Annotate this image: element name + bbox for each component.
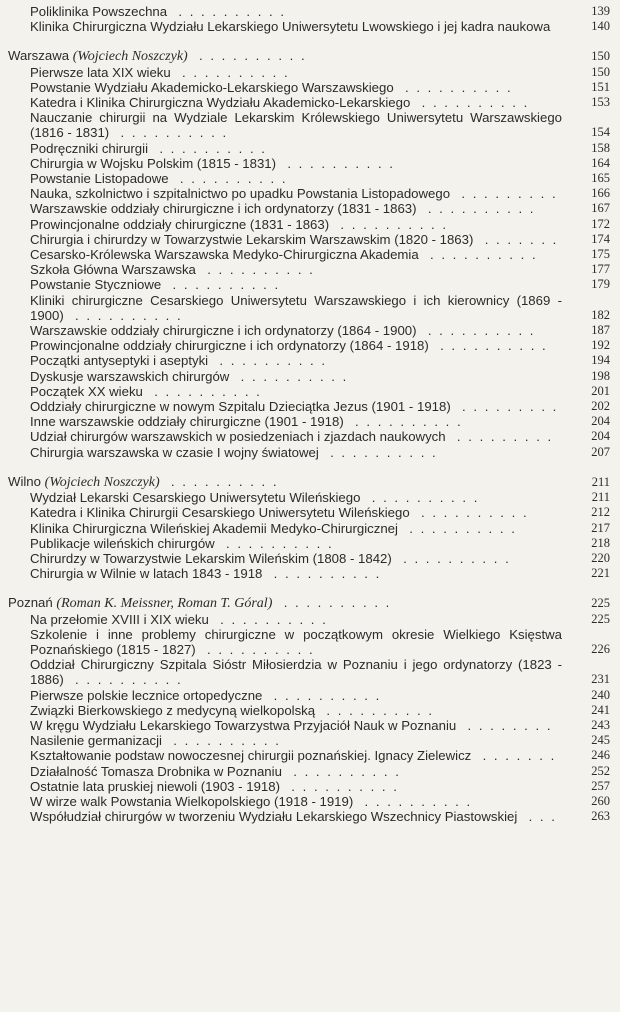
page-number: 226 bbox=[591, 641, 610, 656]
dot-leader: . . . . . . . . . . bbox=[409, 505, 529, 521]
entry-title: Powstanie Wydziału Akademicko-Lekarskiego Warszawskiego bbox=[30, 79, 394, 95]
toc-entry bbox=[0, 110, 620, 140]
dot-leader: . . . . . . . . . . bbox=[109, 125, 229, 141]
toc-entry bbox=[0, 566, 620, 581]
entry-title: Wilno bbox=[8, 473, 41, 489]
entry-title: Warszawskie oddziały chirurgiczne i ich ordynatorzy (1864 - 1900) bbox=[30, 323, 417, 339]
toc-entry bbox=[0, 445, 620, 460]
page-number: 260 bbox=[591, 793, 610, 808]
toc-section-heading bbox=[0, 474, 620, 490]
toc-entry bbox=[0, 247, 620, 262]
toc-entry bbox=[0, 429, 620, 444]
page-number: 174 bbox=[591, 231, 610, 246]
page-number: 211 bbox=[591, 474, 610, 489]
toc-entry bbox=[0, 369, 620, 384]
entry-title: Warszawskie oddziały chirurgiczne i ich ordynatorzy (1831 - 1863) bbox=[30, 201, 417, 217]
toc-entry bbox=[0, 156, 620, 171]
entry-title: Pierwsze polskie lecznice ortopedyczne bbox=[30, 687, 263, 703]
dot-leader: . . . . . . . . . . bbox=[161, 733, 281, 749]
page-number: 150 bbox=[591, 64, 610, 79]
dot-leader: . . . . . . . . . . bbox=[208, 353, 328, 369]
dot-leader: . . . bbox=[517, 809, 557, 825]
page-number: 179 bbox=[591, 277, 610, 292]
dot-leader: . . . . . . . . . . bbox=[279, 778, 399, 794]
dot-leader: . . . . . . . bbox=[473, 231, 559, 247]
dot-leader: . . . . . . . . . . bbox=[208, 611, 328, 627]
dot-leader: . . . . . . . . . . bbox=[167, 4, 287, 19]
toc-entry bbox=[0, 779, 620, 794]
dot-leader: . . . . . . . . . . bbox=[416, 323, 536, 339]
toc-entry bbox=[0, 277, 620, 292]
toc-entry bbox=[0, 703, 620, 718]
entry-title: Chirurgia i chirurdzy w Towarzystwie Lekarskim Warszawskim (1820 - 1863) bbox=[30, 231, 474, 247]
entry-title: Związki Bierkowskiego z medycyną wielkopolską bbox=[30, 702, 316, 718]
entry-title: Chirurgia warszawska w czasie I wojny światowej bbox=[30, 444, 319, 460]
dot-leader: . . . . . . . . . . bbox=[168, 171, 288, 187]
page-number: 218 bbox=[591, 535, 610, 550]
page-number: 166 bbox=[591, 186, 610, 201]
dot-leader: . . . . . . . . . . bbox=[195, 262, 315, 278]
page-number: 139 bbox=[591, 4, 610, 18]
dot-leader: . . . . . . . . . . bbox=[63, 672, 183, 688]
page-number: 187 bbox=[591, 323, 610, 338]
page-number: 241 bbox=[591, 702, 610, 717]
dot-leader: . . . . . . . . . . bbox=[428, 338, 548, 354]
page-number: 202 bbox=[591, 399, 610, 414]
dot-leader: . . . . . . . bbox=[471, 748, 557, 764]
table-of-contents bbox=[0, 4, 620, 824]
entry-title: Cesarsko-Królewska Warszawska Medyko-Chirurgiczna Akademia bbox=[30, 247, 419, 263]
toc-entry bbox=[0, 490, 620, 505]
entry-title: Katedra i Klinika Chirurgii Cesarskiego Uniwersytetu Wileńskiego bbox=[30, 505, 410, 521]
toc-entry bbox=[0, 718, 620, 733]
toc-entry bbox=[0, 764, 620, 779]
entry-title: Poliklinika Powszechna bbox=[30, 4, 168, 19]
dot-leader: . . . . . . . . . . bbox=[272, 595, 392, 611]
page-number: 221 bbox=[591, 566, 610, 581]
dot-leader: . . . . . . . . . . bbox=[343, 414, 463, 430]
toc-entry bbox=[0, 293, 620, 323]
page-number: 164 bbox=[591, 155, 610, 170]
entry-title: Inne warszawskie oddziały chirurgiczne (1901 - 1918) bbox=[30, 414, 344, 430]
entry-title: Klinika Chirurgiczna Wileńskiej Akademii Medyko-Chirurgicznej bbox=[30, 520, 398, 536]
entry-title: Kształtowanie podstaw nowoczesnej chirurgii poznańskiej. Ignacy Zielewicz bbox=[30, 748, 472, 764]
dot-leader: . . . . . . . . . . bbox=[142, 383, 262, 399]
toc-entry bbox=[0, 733, 620, 748]
page-number: 225 bbox=[591, 596, 610, 611]
entry-title: Szkoła Główna Warszawska bbox=[30, 262, 196, 278]
toc-entry bbox=[0, 657, 620, 687]
dot-leader: . . . . . . . . . bbox=[450, 186, 558, 202]
entry-title: Początki antyseptyki i aseptyki bbox=[30, 353, 209, 369]
toc-entry bbox=[0, 536, 620, 551]
entry-title: Nauczanie chirurgii na Wydziale Lekarskim Królewskiego Uniwersytetu Warszawskiego (1816 - 1831) bbox=[30, 110, 562, 141]
page-number: 154 bbox=[591, 125, 610, 140]
dot-leader: . . . . . . . . bbox=[456, 717, 553, 733]
toc-entry bbox=[0, 217, 620, 232]
page-number: 177 bbox=[591, 262, 610, 277]
dot-leader: . . . . . . . . . bbox=[445, 429, 554, 445]
entry-title: Nasilenie germanizacji bbox=[30, 733, 162, 749]
dot-leader: . . . . . . . . . . bbox=[276, 155, 395, 171]
page-number: 263 bbox=[591, 809, 610, 824]
page-number: 257 bbox=[591, 778, 610, 793]
dot-leader: . . . . . . . . . . bbox=[262, 566, 382, 582]
entry-title: Powstanie Listopadowe bbox=[30, 171, 169, 187]
page-number: 252 bbox=[591, 763, 610, 778]
toc-section-heading bbox=[0, 595, 620, 611]
page-number: 198 bbox=[591, 368, 610, 383]
toc-entry bbox=[0, 338, 620, 353]
dot-leader: . . . . . . . . . . bbox=[315, 702, 435, 718]
entry-title: Prowincjonalne oddziały chirurgiczne (1831 - 1863) bbox=[30, 216, 330, 232]
dot-leader: . . . . . . . . . . bbox=[391, 550, 511, 566]
toc-entry bbox=[0, 65, 620, 80]
page-number: 211 bbox=[591, 490, 610, 505]
page-number: 151 bbox=[591, 79, 610, 94]
dot-leader: . . . . . . . . . . bbox=[410, 95, 530, 111]
entry-author: (Roman K. Meissner, Roman T. Góral) bbox=[56, 596, 273, 612]
page-number: 225 bbox=[591, 611, 610, 626]
page-number: 220 bbox=[591, 550, 610, 565]
toc-entry bbox=[0, 384, 620, 399]
dot-leader: . . . . . . . . . . bbox=[416, 201, 536, 217]
entry-title: Kliniki chirurgiczne Cesarskiego Uniwersytetu Warszawskiego i ich kierownicy (1869 - 1900) bbox=[30, 292, 562, 323]
entry-title: Warszawa bbox=[8, 48, 70, 64]
entry-title: Oddział Chirurgiczny Szpitala Sióstr Miłosierdzia w Poznaniu i jego ordynatorzy (1823 - 1886) bbox=[30, 657, 562, 688]
page-number: 204 bbox=[591, 429, 610, 444]
toc-entry bbox=[0, 353, 620, 368]
page-number: 217 bbox=[591, 520, 610, 535]
dot-leader: . . . . . . . . . . bbox=[329, 216, 449, 232]
toc-entry bbox=[0, 399, 620, 414]
entry-title: Dyskusje warszawskich chirurgów bbox=[30, 368, 230, 384]
page-number: 167 bbox=[591, 201, 610, 216]
page-number: 245 bbox=[591, 733, 610, 748]
entry-title: Oddziały chirurgiczne w nowym Szpitalu Dzieciątka Jezus (1901 - 1918) bbox=[30, 399, 451, 415]
dot-leader: . . . . . . . . . . bbox=[262, 687, 382, 703]
dot-leader: . . . . . . . . . . bbox=[148, 140, 267, 156]
dot-leader: . . . . . . . . . . bbox=[360, 490, 480, 506]
page-number: 240 bbox=[591, 687, 610, 702]
page-number: 165 bbox=[591, 171, 610, 186]
entry-author: (Wojciech Noszczyk) bbox=[44, 474, 160, 490]
toc-entry bbox=[0, 414, 620, 429]
toc-entry bbox=[0, 19, 620, 34]
entry-title: Pierwsze lata XIX wieku bbox=[30, 64, 171, 80]
page-number: 231 bbox=[591, 672, 610, 687]
page-number: 207 bbox=[591, 444, 610, 459]
page-number: 158 bbox=[591, 140, 610, 155]
toc-entry bbox=[0, 612, 620, 627]
page-number: 194 bbox=[591, 353, 610, 368]
dot-leader: . . . . . . . . . . bbox=[161, 277, 281, 293]
toc-entry bbox=[0, 794, 620, 809]
page-number: 182 bbox=[591, 307, 610, 322]
toc-entry bbox=[0, 141, 620, 156]
dot-leader: . . . . . . . . . . bbox=[195, 641, 315, 657]
toc-entry bbox=[0, 80, 620, 95]
page-number: 172 bbox=[591, 216, 610, 231]
entry-title: Szkolenie i inne problemy chirurgiczne w początkowym okresie Wielkiego Księstwa Poznańskiego (1815 - 1827) bbox=[30, 626, 562, 657]
page-number: 140 bbox=[591, 19, 610, 34]
page-number: 212 bbox=[591, 505, 610, 520]
entry-title: Podręczniki chirurgii bbox=[30, 140, 148, 156]
toc-entry bbox=[0, 505, 620, 520]
entry-title: Współudział chirurgów w tworzeniu Wydziału Lekarskiego Wszechnicy Piastowskiej bbox=[30, 809, 518, 825]
entry-title: Chirurgia w Wojsku Polskim (1815 - 1831) bbox=[30, 155, 277, 171]
dot-leader: . . . . . . . . . . bbox=[318, 444, 438, 460]
entry-title: Chirurdzy w Towarzystwie Lekarskim Wileńskim (1808 - 1842) bbox=[30, 550, 392, 566]
entry-title: Prowincjonalne oddziały chirurgiczne i ich ordynatorzy (1864 - 1918) bbox=[30, 338, 429, 354]
toc-entry bbox=[0, 688, 620, 703]
dot-leader: . . . . . . . . . . bbox=[353, 793, 473, 809]
page-number: 192 bbox=[591, 338, 610, 353]
dot-leader: . . . . . . . . . . bbox=[159, 473, 279, 489]
entry-title: Udział chirurgów warszawskich w posiedzeniach i zjazdach naukowych bbox=[30, 429, 446, 445]
entry-title: Na przełomie XVIII i XIX wieku bbox=[30, 611, 209, 627]
entry-title: Nauka, szkolnictwo i szpitalnictwo po upadku Powstania Listopadowego bbox=[30, 186, 451, 202]
page-number: 175 bbox=[591, 247, 610, 262]
entry-title: Katedra i Klinika Chirurgiczna Wydziału Akademicko-Lekarskiego bbox=[30, 95, 411, 111]
toc-entry bbox=[0, 201, 620, 216]
toc-entry bbox=[0, 809, 620, 824]
entry-title: Ostatnie lata pruskiej niewoli (1903 - 1918) bbox=[30, 778, 280, 794]
entry-title: Powstanie Styczniowe bbox=[30, 277, 162, 293]
toc-entry bbox=[0, 186, 620, 201]
toc-entry bbox=[0, 171, 620, 186]
dot-leader: . . . . . . . . . . bbox=[418, 247, 538, 263]
entry-title: W wirze walk Powstania Wielkopolskiego (1918 - 1919) bbox=[30, 793, 354, 809]
dot-leader: . . . . . . . . . . bbox=[281, 763, 401, 779]
page-number: 204 bbox=[591, 414, 610, 429]
page-number: 201 bbox=[591, 383, 610, 398]
entry-author: (Wojciech Noszczyk) bbox=[72, 49, 188, 65]
dot-leader: . . . . . . . . . . bbox=[63, 307, 183, 323]
toc-entry bbox=[0, 323, 620, 338]
entry-title: Klinika Chirurgiczna Wydziału Lekarskiego Uniwersytetu Lwowskiego i jej kadra naukowa bbox=[30, 19, 551, 35]
toc-entry bbox=[0, 551, 620, 566]
toc-entry bbox=[0, 627, 620, 657]
dot-leader: . . . . . . . . . . bbox=[397, 520, 517, 536]
entry-title: Chirurgia w Wilnie w latach 1843 - 1918 bbox=[30, 566, 263, 582]
dot-leader: . . . . . . . . . . bbox=[214, 535, 334, 551]
page-number: 150 bbox=[591, 49, 610, 64]
toc-entry bbox=[0, 748, 620, 763]
toc-entry bbox=[0, 232, 620, 247]
toc-entry bbox=[0, 95, 620, 110]
dot-leader: . . . . . . . . . . bbox=[393, 79, 513, 95]
page-number: 243 bbox=[591, 717, 610, 732]
dot-leader bbox=[550, 19, 556, 34]
toc-entry bbox=[0, 521, 620, 536]
dot-leader: . . . . . . . . . bbox=[450, 399, 559, 415]
entry-title: Działalność Tomasza Drobnika w Poznaniu bbox=[30, 763, 282, 779]
dot-leader: . . . . . . . . . . bbox=[170, 64, 290, 80]
dot-leader: . . . . . . . . . . bbox=[187, 48, 307, 64]
toc-section-heading bbox=[0, 48, 620, 64]
page-number: 246 bbox=[591, 748, 610, 763]
dot-leader: . . . . . . . . . . bbox=[229, 368, 349, 384]
toc-entry bbox=[0, 4, 620, 19]
page-number: 153 bbox=[591, 95, 610, 110]
entry-title: Publikacje wileńskich chirurgów bbox=[30, 535, 215, 551]
toc-entry bbox=[0, 262, 620, 277]
entry-title: Poznań bbox=[8, 595, 53, 611]
entry-title: Wydział Lekarski Cesarskiego Uniwersytetu Wileńskiego bbox=[30, 490, 361, 506]
entry-title: Początek XX wieku bbox=[30, 383, 143, 399]
entry-title: W kręgu Wydziału Lekarskiego Towarzystwa Przyjaciół Nauk w Poznaniu bbox=[30, 717, 457, 733]
